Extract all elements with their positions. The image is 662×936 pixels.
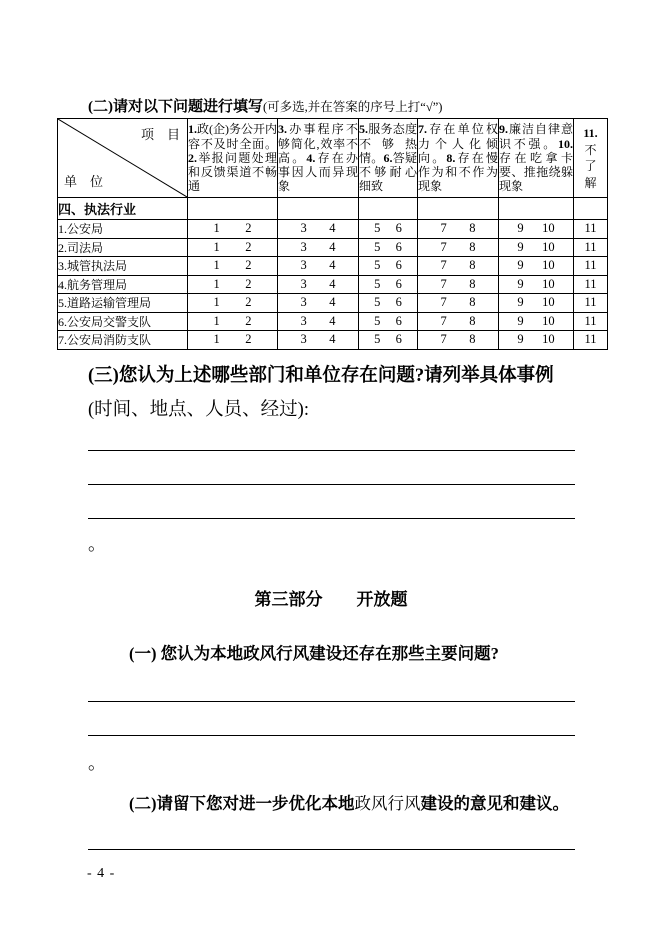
option-number: 9 — [517, 295, 524, 310]
option-number: 2 — [245, 332, 252, 347]
table-row — [58, 257, 608, 276]
option-number: 4 — [329, 221, 336, 236]
option-number: 1 — [213, 239, 220, 254]
option-number: 10 — [542, 332, 555, 347]
unit-cell: 3.城管执法局 — [58, 257, 188, 276]
option-number: 7 — [440, 295, 447, 310]
option-number: 8 — [469, 276, 476, 291]
option-number: 11 — [584, 276, 597, 291]
option-number: 5 — [374, 221, 381, 236]
option-number: 3 — [300, 258, 307, 273]
option-number: 11 — [584, 313, 597, 328]
option-number: 6 — [395, 258, 402, 273]
unit-cell: 2.司法局 — [58, 238, 188, 257]
header-number: 7. — [418, 122, 427, 137]
option-number: 4 — [329, 295, 336, 310]
option-number: 2 — [245, 239, 252, 254]
header-text: 存在吃拿卡要、推拖绕躲现象 — [499, 150, 573, 194]
header-text: 廉洁自律意识不强。 — [499, 122, 573, 151]
question2-regular: 政风行风 — [354, 794, 421, 813]
writing-line — [88, 701, 575, 702]
option-number: 6 — [395, 221, 402, 236]
header-text: 不 — [584, 142, 597, 157]
question1-text: (一) 您认为本地政风行风建设还存在那些主要问题? — [129, 644, 499, 663]
unit-cell: 4.航务管理局 — [58, 275, 188, 294]
option-number: 5 — [374, 239, 381, 254]
option-number: 8 — [469, 239, 476, 254]
table-row — [58, 312, 608, 331]
unit-cell: 7.公安局消防支队 — [58, 331, 188, 350]
period-mark: 。 — [88, 534, 106, 554]
option-number: 4 — [329, 239, 336, 254]
part3-title: 第三部分 开放题 — [254, 590, 408, 609]
section2-heading-note: (可多选,并在答案的序号上打“√”) — [263, 100, 443, 114]
option-number: 11 — [584, 221, 597, 236]
option-number: 6 — [395, 295, 402, 310]
table-row — [58, 275, 608, 294]
column-header-5 — [499, 119, 574, 198]
table-row — [58, 220, 608, 239]
period-mark: 。 — [88, 753, 106, 773]
option-number: 9 — [517, 313, 524, 328]
option-number: 5 — [374, 276, 381, 291]
option-number: 9 — [517, 276, 524, 291]
column-header-3 — [359, 119, 418, 198]
header-number: 9. — [499, 122, 508, 137]
header-number: 8. — [446, 150, 456, 165]
option-number: 9 — [517, 221, 524, 236]
option-number: 6 — [395, 239, 402, 254]
header-number: 10. — [558, 136, 573, 151]
section3-heading-bold: (三)您认为上述哪些部门和单位存在问题?请列举具体事例 — [88, 366, 554, 386]
writing-line — [88, 849, 575, 850]
option-number: 5 — [374, 295, 381, 310]
header-text: 解 — [584, 175, 597, 190]
option-number: 7 — [440, 239, 447, 254]
group-row-label: 四、执法行业 — [58, 198, 188, 220]
writing-line — [88, 450, 575, 451]
unit-cell: 5.道路运输管理局 — [58, 294, 188, 313]
option-number: 3 — [300, 221, 307, 236]
option-number: 4 — [329, 313, 336, 328]
column-header-2 — [278, 119, 359, 198]
questionnaire-table — [57, 118, 608, 350]
option-number: 11 — [584, 258, 597, 273]
option-number: 5 — [374, 258, 381, 273]
option-number: 1 — [213, 313, 220, 328]
header-number: 1. — [188, 122, 197, 137]
writing-line — [88, 518, 575, 519]
option-number: 1 — [213, 221, 220, 236]
column-header-6 — [574, 119, 608, 198]
page-number: - 4 - — [87, 866, 116, 881]
option-number: 8 — [469, 332, 476, 347]
header-number: 11. — [583, 126, 598, 140]
table-row — [58, 238, 608, 257]
option-number: 1 — [213, 295, 220, 310]
header-text: 政(企)务公开内容不及时全面。 — [188, 122, 277, 151]
header-number: 5. — [359, 122, 368, 137]
option-number: 7 — [440, 258, 447, 273]
option-number: 10 — [542, 258, 555, 273]
option-number: 3 — [300, 295, 307, 310]
option-number: 8 — [469, 221, 476, 236]
option-number: 7 — [440, 332, 447, 347]
question2-bold-lead: (二)请留下您对进一步优化本地 — [129, 794, 355, 813]
option-number: 1 — [213, 332, 220, 347]
option-number: 10 — [542, 313, 555, 328]
option-number: 6 — [395, 313, 402, 328]
corner-label-item: 项 目 — [140, 127, 180, 142]
header-number: 3. — [278, 122, 287, 137]
option-number: 4 — [329, 276, 336, 291]
option-number: 5 — [374, 313, 381, 328]
option-number: 9 — [517, 332, 524, 347]
column-header-1 — [188, 119, 278, 198]
question2-text — [129, 790, 569, 814]
option-number: 4 — [329, 332, 336, 347]
option-number: 9 — [517, 239, 524, 254]
option-number: 11 — [584, 295, 597, 310]
header-number: 6. — [383, 150, 393, 165]
option-number: 7 — [440, 221, 447, 236]
header-number: 2. — [188, 150, 197, 165]
option-number: 11 — [584, 239, 597, 254]
section2-heading — [88, 95, 608, 116]
corner-label-unit: 单 位 — [64, 174, 104, 189]
corner-header-cell — [58, 119, 188, 198]
option-number: 8 — [469, 295, 476, 310]
unit-cell: 1.公安局 — [58, 220, 188, 239]
option-number: 4 — [329, 258, 336, 273]
option-number: 10 — [542, 221, 555, 236]
option-number: 8 — [469, 313, 476, 328]
section2-heading-bold: (二)请对以下问题进行填写 — [88, 99, 263, 115]
header-text: 举报问题处理和反馈渠道不畅通 — [188, 150, 277, 194]
unit-cell: 6.公安局交警支队 — [58, 312, 188, 331]
option-number: 1 — [213, 276, 220, 291]
writing-line — [88, 484, 575, 485]
option-number: 2 — [245, 276, 252, 291]
option-number: 10 — [542, 276, 555, 291]
table-row — [58, 331, 608, 350]
header-text: 了 — [584, 159, 597, 173]
section3-heading-note: (时间、地点、人员、经过): — [88, 399, 309, 420]
table-group-row — [58, 198, 608, 220]
section3-heading — [88, 360, 577, 427]
column-header-4 — [418, 119, 499, 198]
option-number: 3 — [300, 313, 307, 328]
option-number: 1 — [213, 258, 220, 273]
option-number: 2 — [245, 313, 252, 328]
option-number: 2 — [245, 258, 252, 273]
option-number: 5 — [374, 332, 381, 347]
option-number: 3 — [300, 239, 307, 254]
option-number: 9 — [517, 258, 524, 273]
option-number: 8 — [469, 258, 476, 273]
option-number: 3 — [300, 332, 307, 347]
header-text: 办事程序不够简化,效率不高。 — [278, 122, 358, 165]
option-number: 7 — [440, 276, 447, 291]
header-number: 4. — [306, 150, 316, 165]
option-number: 10 — [542, 295, 555, 310]
option-number: 6 — [395, 332, 402, 347]
header-text: 存在单位权力个人化倾向。 — [418, 122, 498, 165]
option-number: 10 — [542, 239, 555, 254]
header-text: 存在慢作为和不作为现象 — [418, 150, 498, 194]
option-number: 2 — [245, 295, 252, 310]
question2-bold-tail: 建设的意见和建议。 — [420, 794, 569, 813]
header-text: 服务态度不够热情。 — [359, 122, 417, 165]
option-number: 7 — [440, 313, 447, 328]
option-number: 2 — [245, 221, 252, 236]
option-number: 3 — [300, 276, 307, 291]
header-text: 答疑不够耐心细致 — [359, 150, 417, 194]
header-text: 存在办事因人而异现象 — [278, 150, 358, 194]
writing-line — [88, 735, 575, 736]
option-number: 11 — [584, 332, 597, 347]
option-number: 6 — [395, 276, 402, 291]
table-row — [58, 294, 608, 313]
